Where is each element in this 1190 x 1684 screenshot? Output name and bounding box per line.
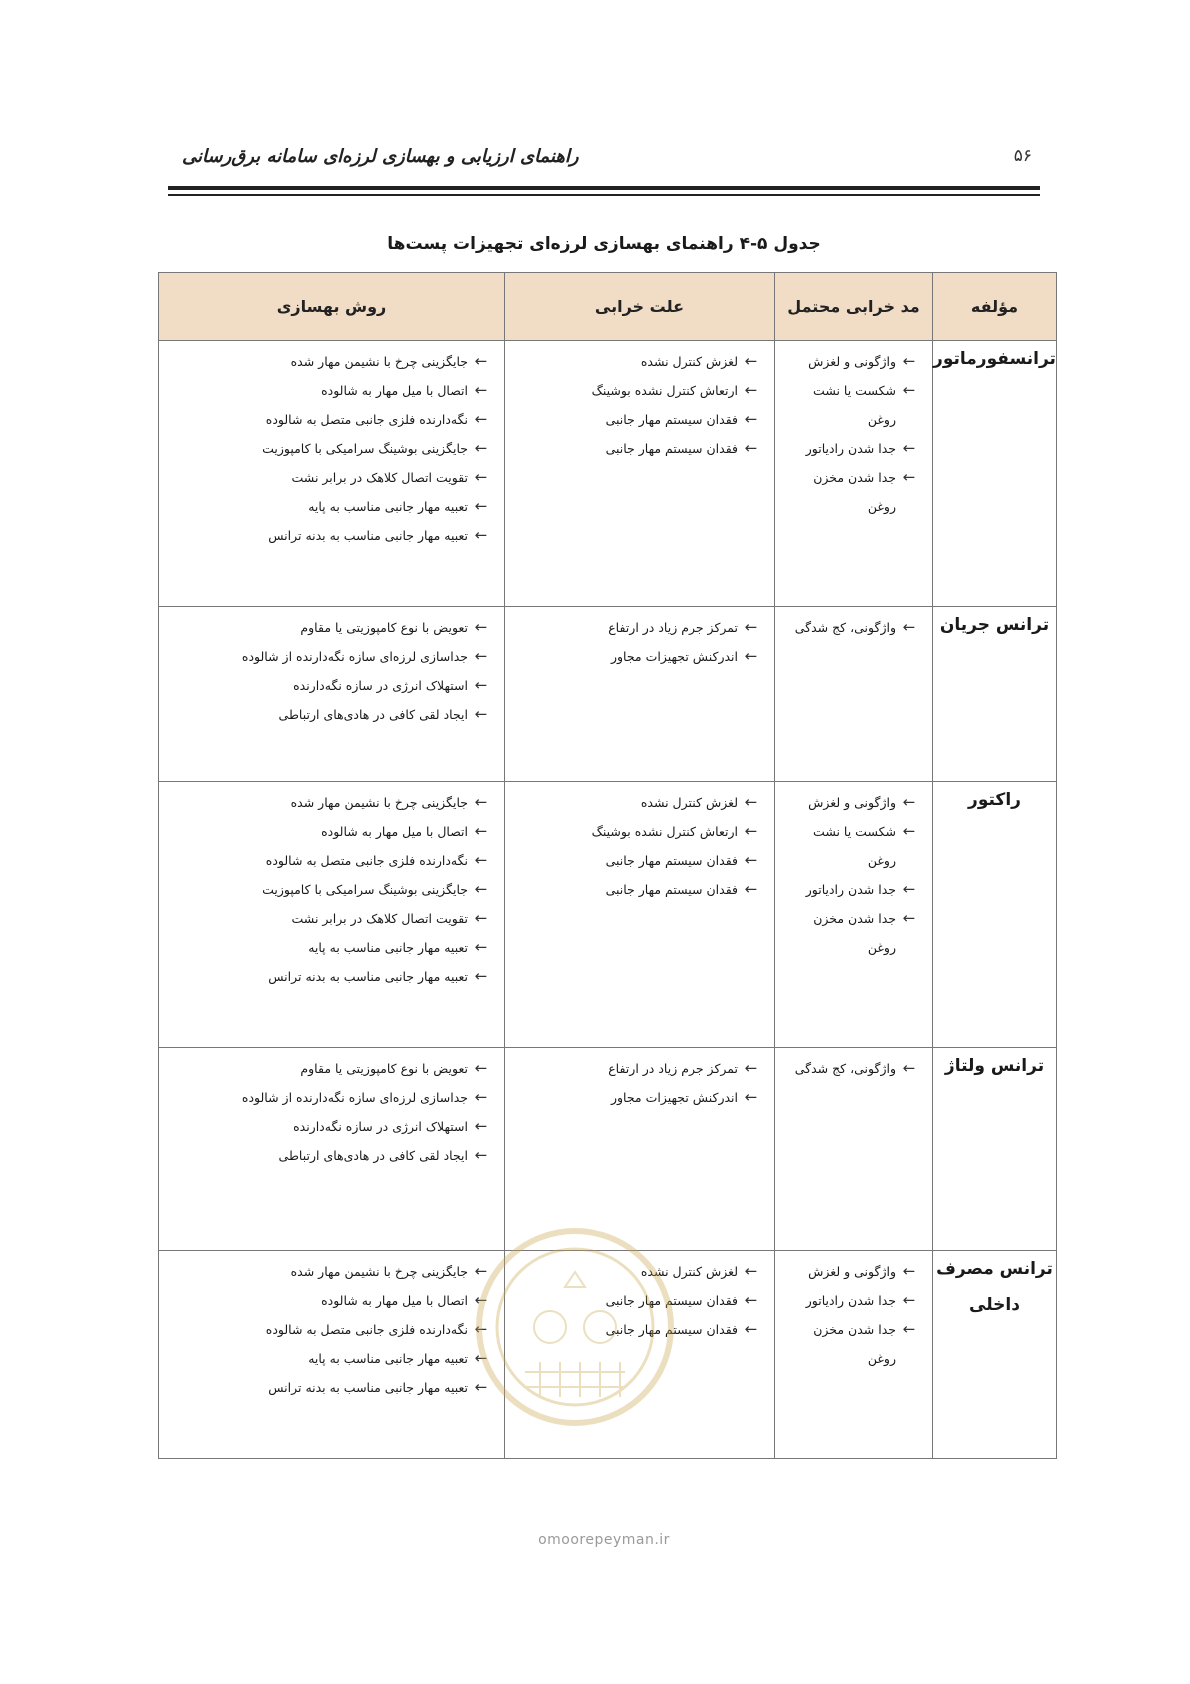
list-item	[167, 1257, 494, 1286]
arrow-left-icon: ←	[474, 822, 488, 840]
arrow-left-icon: ←	[474, 352, 488, 370]
arrow-left-icon: ←	[474, 793, 488, 811]
arrow-left-icon: ←	[474, 1291, 488, 1309]
table-caption: جدول ۵-۴ راهنمای بهسازی لرزه‌ای تجهیزات پست‌ها	[387, 234, 821, 254]
list-item-text: جدا شدن مخزن روغن	[813, 911, 896, 955]
list-item	[783, 1257, 922, 1286]
arrow-left-icon: ←	[902, 909, 916, 927]
arrow-left-icon: ←	[744, 1059, 758, 1077]
list-item-text: لغزش کنترل نشده	[640, 795, 738, 810]
list-item	[783, 376, 922, 434]
list-item-text: جایگزینی چرخ با نشیمن مهار شده	[290, 795, 468, 810]
component-name-line: ترانس ولتاژ	[944, 1056, 1045, 1076]
arrow-left-icon: ←	[744, 647, 758, 665]
list-item	[167, 521, 494, 550]
list-item	[167, 1083, 494, 1112]
table-row	[159, 1251, 1057, 1459]
list-item	[167, 492, 494, 521]
arrow-left-icon: ←	[744, 618, 758, 636]
arrow-left-icon: ←	[474, 497, 488, 515]
method-cell	[159, 607, 505, 782]
component-name-line: ترانسفورماتور	[933, 349, 1056, 369]
list-item-text: جدا شدن مخزن روغن	[813, 470, 896, 514]
page-header	[168, 140, 1040, 180]
list-item	[513, 1286, 764, 1315]
list-item-text: اتصال با میل مهار به شالوده	[321, 1293, 468, 1308]
list-item	[167, 1315, 494, 1344]
arrow-left-icon: ←	[744, 822, 758, 840]
header-rule-thick	[168, 186, 1040, 190]
list-item	[783, 1054, 922, 1083]
method-cell-list	[159, 341, 504, 554]
list-item	[783, 347, 922, 376]
arrow-left-icon: ←	[902, 468, 916, 486]
list-item	[167, 875, 494, 904]
arrow-left-icon: ←	[902, 352, 916, 370]
list-item-text: جایگزینی بوشینگ سرامیکی با کامپوزیت	[262, 441, 468, 456]
method-cell	[159, 341, 505, 607]
failure-mode-cell	[775, 1251, 933, 1459]
method-cell	[159, 1251, 505, 1459]
list-item-text: تعبیه مهار جانبی مناسب به پایه	[308, 1351, 468, 1366]
cause-cell-list	[505, 782, 774, 908]
arrow-left-icon: ←	[474, 1059, 488, 1077]
arrow-left-icon: ←	[474, 1117, 488, 1135]
arrow-left-icon: ←	[474, 526, 488, 544]
list-item-text: استهلاک انرژی در سازه نگه‌دارنده	[293, 678, 468, 693]
list-item	[783, 875, 922, 904]
method-cell-list	[159, 607, 504, 733]
table-body	[159, 341, 1057, 1459]
component-cell	[933, 1048, 1057, 1251]
arrow-left-icon: ←	[744, 880, 758, 898]
arrow-left-icon: ←	[902, 793, 916, 811]
list-item	[513, 846, 764, 875]
failure-mode-cell-list	[775, 607, 932, 646]
list-item-text: جایگزینی بوشینگ سرامیکی با کامپوزیت	[262, 882, 468, 897]
arrow-left-icon: ←	[474, 618, 488, 636]
arrow-left-icon: ←	[474, 410, 488, 428]
list-item	[167, 1112, 494, 1141]
list-item-text: نگه‌دارنده فلزی جانبی متصل به شالوده	[265, 853, 468, 868]
list-item-text: ایجاد لقی کافی در هادی‌های ارتباطی	[278, 707, 468, 722]
arrow-left-icon: ←	[902, 618, 916, 636]
list-item	[783, 1315, 922, 1373]
failure-mode-cell-list	[775, 1251, 932, 1377]
cause-cell-list	[505, 607, 774, 675]
list-item-text: لغزش کنترل نشده	[640, 1264, 738, 1279]
list-item-text: جدا شدن رادیاتور	[805, 441, 896, 456]
arrow-left-icon: ←	[474, 851, 488, 869]
arrow-left-icon: ←	[902, 439, 916, 457]
list-item	[513, 642, 764, 671]
arrow-left-icon: ←	[744, 1262, 758, 1280]
table-row	[159, 782, 1057, 1048]
list-item-text: فقدان سیستم مهار جانبی	[605, 412, 738, 427]
list-item	[167, 700, 494, 729]
running-title: راهنمای ارزیابی و بهسازی لرزه‌ای سامانه برق‌رسانی	[182, 146, 579, 167]
list-item	[783, 904, 922, 962]
list-item	[513, 376, 764, 405]
failure-mode-cell-list	[775, 782, 932, 966]
component-cell	[933, 341, 1057, 607]
arrow-left-icon: ←	[474, 439, 488, 457]
list-item	[167, 671, 494, 700]
list-item	[513, 1083, 764, 1112]
list-item-text: واژگونی، کج شدگی	[794, 1061, 896, 1076]
header-cause: علت خرابی	[505, 273, 775, 341]
list-item-text: اندرکنش تجهیزات مجاور	[610, 649, 738, 664]
list-item	[167, 788, 494, 817]
component-name-line: ترانس مصرف داخلی	[936, 1259, 1053, 1315]
method-cell	[159, 782, 505, 1048]
arrow-left-icon: ←	[744, 1291, 758, 1309]
list-item-text: واژگونی و لغزش	[808, 354, 896, 369]
list-item	[167, 1373, 494, 1402]
component-cell	[933, 607, 1057, 782]
list-item	[167, 846, 494, 875]
header-method: روش بهسازی	[159, 273, 505, 341]
arrow-left-icon: ←	[744, 1320, 758, 1338]
list-item	[167, 1344, 494, 1373]
header-rule-thin	[168, 194, 1040, 196]
arrow-left-icon: ←	[474, 909, 488, 927]
list-item-text: ارتعاش کنترل نشده بوشینگ	[591, 383, 738, 398]
list-item	[783, 817, 922, 875]
list-item	[167, 933, 494, 962]
cause-cell	[505, 782, 775, 1048]
arrow-left-icon: ←	[744, 439, 758, 457]
arrow-left-icon: ←	[474, 705, 488, 723]
list-item	[167, 376, 494, 405]
failure-mode-cell	[775, 782, 933, 1048]
list-item-text: واژگونی و لغزش	[808, 795, 896, 810]
list-item	[513, 405, 764, 434]
list-item-text: فقدان سیستم مهار جانبی	[605, 441, 738, 456]
list-item	[167, 962, 494, 991]
method-cell-list	[159, 782, 504, 995]
list-item	[167, 1141, 494, 1170]
list-item-text: تعبیه مهار جانبی مناسب به بدنه ترانس	[268, 1380, 468, 1395]
cause-cell	[505, 1251, 775, 1459]
component-cell	[933, 782, 1057, 1048]
arrow-left-icon: ←	[474, 468, 488, 486]
failure-mode-cell-list	[775, 1048, 932, 1087]
arrow-left-icon: ←	[902, 1059, 916, 1077]
list-item-text: نگه‌دارنده فلزی جانبی متصل به شالوده	[265, 412, 468, 427]
list-item	[783, 434, 922, 463]
list-item-text: تعبیه مهار جانبی مناسب به پایه	[308, 499, 468, 514]
list-item-text: جایگزینی چرخ با نشیمن مهار شده	[290, 354, 468, 369]
list-item-text: تعبیه مهار جانبی مناسب به بدنه ترانس	[268, 528, 468, 543]
cause-cell	[505, 341, 775, 607]
list-item	[167, 817, 494, 846]
list-item-text: جدا شدن مخزن روغن	[813, 1322, 896, 1366]
component-name-line: ترانس جریان	[939, 615, 1050, 635]
failure-mode-cell-list	[775, 341, 932, 525]
arrow-left-icon: ←	[744, 381, 758, 399]
arrow-left-icon: ←	[474, 1262, 488, 1280]
arrow-left-icon: ←	[474, 1146, 488, 1164]
list-item-text: واژگونی و لغزش	[808, 1264, 896, 1279]
cause-cell	[505, 1048, 775, 1251]
arrow-left-icon: ←	[902, 381, 916, 399]
list-item	[783, 1286, 922, 1315]
list-item-text: اندرکنش تجهیزات مجاور	[610, 1090, 738, 1105]
method-cell	[159, 1048, 505, 1251]
list-item-text: تمرکز جرم زیاد در ارتفاع	[608, 1061, 738, 1076]
list-item-text: جداسازی لرزه‌ای سازه نگه‌دارنده از شالوده	[241, 649, 468, 664]
list-item	[167, 434, 494, 463]
method-cell-list	[159, 1048, 504, 1174]
list-item	[167, 613, 494, 642]
arrow-left-icon: ←	[474, 381, 488, 399]
table-row	[159, 341, 1057, 607]
list-item-text: تقویت اتصال کلاهک در برابر نشت	[291, 911, 468, 926]
list-item-text: تقویت اتصال کلاهک در برابر نشت	[291, 470, 468, 485]
arrow-left-icon: ←	[474, 647, 488, 665]
method-cell-list	[159, 1251, 504, 1406]
list-item	[513, 817, 764, 846]
arrow-left-icon: ←	[474, 676, 488, 694]
list-item	[513, 434, 764, 463]
list-item-text: استهلاک انرژی در سازه نگه‌دارنده	[293, 1119, 468, 1134]
watermark-url: omoorepeyman.ir	[538, 1532, 670, 1548]
list-item-text: لغزش کنترل نشده	[640, 354, 738, 369]
list-item	[513, 347, 764, 376]
list-item-text: فقدان سیستم مهار جانبی	[605, 1322, 738, 1337]
list-item	[167, 463, 494, 492]
list-item-text: تعبیه مهار جانبی مناسب به پایه	[308, 940, 468, 955]
list-item-text: تعبیه مهار جانبی مناسب به بدنه ترانس	[268, 969, 468, 984]
list-item	[167, 405, 494, 434]
table-row	[159, 607, 1057, 782]
list-item-text: اتصال با میل مهار به شالوده	[321, 824, 468, 839]
component-cell	[933, 1251, 1057, 1459]
list-item-text: اتصال با میل مهار به شالوده	[321, 383, 468, 398]
list-item-text: جایگزینی چرخ با نشیمن مهار شده	[290, 1264, 468, 1279]
page-number: ۵۶	[1013, 146, 1032, 166]
list-item	[167, 1286, 494, 1315]
arrow-left-icon: ←	[474, 880, 488, 898]
list-item	[513, 875, 764, 904]
list-item	[513, 613, 764, 642]
cause-cell	[505, 607, 775, 782]
list-item	[513, 1257, 764, 1286]
list-item-text: شکست یا نشت روغن	[813, 824, 896, 868]
list-item-text: جدا شدن رادیاتور	[805, 1293, 896, 1308]
list-item	[167, 347, 494, 376]
list-item-text: نگه‌دارنده فلزی جانبی متصل به شالوده	[265, 1322, 468, 1337]
list-item-text: ایجاد لقی کافی در هادی‌های ارتباطی	[278, 1148, 468, 1163]
cause-cell-list	[505, 341, 774, 467]
list-item	[783, 788, 922, 817]
arrow-left-icon: ←	[902, 1291, 916, 1309]
list-item-text: تعویض با نوع کامپوزیتی یا مقاوم	[300, 1061, 468, 1076]
list-item-text: فقدان سیستم مهار جانبی	[605, 882, 738, 897]
cause-cell-list	[505, 1251, 774, 1348]
arrow-left-icon: ←	[474, 1349, 488, 1367]
table-header-row	[159, 273, 1057, 341]
list-item	[167, 642, 494, 671]
list-item-text: ارتعاش کنترل نشده بوشینگ	[591, 824, 738, 839]
arrow-left-icon: ←	[474, 1320, 488, 1338]
arrow-left-icon: ←	[902, 822, 916, 840]
arrow-left-icon: ←	[744, 793, 758, 811]
table-row	[159, 1048, 1057, 1251]
arrow-left-icon: ←	[744, 851, 758, 869]
list-item-text: واژگونی، کج شدگی	[794, 620, 896, 635]
list-item	[167, 904, 494, 933]
header-failure-mode: مد خرابی محتمل	[775, 273, 933, 341]
list-item-text: جداسازی لرزه‌ای سازه نگه‌دارنده از شالوده	[241, 1090, 468, 1105]
failure-mode-cell	[775, 607, 933, 782]
arrow-left-icon: ←	[474, 938, 488, 956]
list-item	[513, 788, 764, 817]
arrow-left-icon: ←	[744, 1088, 758, 1106]
list-item-text: جدا شدن رادیاتور	[805, 882, 896, 897]
failure-mode-cell	[775, 1048, 933, 1251]
arrow-left-icon: ←	[902, 1320, 916, 1338]
list-item	[783, 463, 922, 521]
arrow-left-icon: ←	[474, 1378, 488, 1396]
list-item	[783, 613, 922, 642]
list-item-text: تعویض با نوع کامپوزیتی یا مقاوم	[300, 620, 468, 635]
list-item-text: فقدان سیستم مهار جانبی	[605, 1293, 738, 1308]
component-name-line: راکتور	[968, 790, 1021, 810]
list-item	[513, 1315, 764, 1344]
arrow-left-icon: ←	[902, 1262, 916, 1280]
list-item-text: تمرکز جرم زیاد در ارتفاع	[608, 620, 738, 635]
arrow-left-icon: ←	[902, 880, 916, 898]
arrow-left-icon: ←	[474, 1088, 488, 1106]
list-item	[513, 1054, 764, 1083]
list-item-text: شکست یا نشت روغن	[813, 383, 896, 427]
retrofit-table	[158, 272, 1057, 1459]
header-component: مؤلفه	[933, 273, 1057, 341]
arrow-left-icon: ←	[744, 410, 758, 428]
cause-cell-list	[505, 1048, 774, 1116]
list-item	[167, 1054, 494, 1083]
failure-mode-cell	[775, 341, 933, 607]
list-item-text: فقدان سیستم مهار جانبی	[605, 853, 738, 868]
arrow-left-icon: ←	[744, 352, 758, 370]
arrow-left-icon: ←	[474, 967, 488, 985]
